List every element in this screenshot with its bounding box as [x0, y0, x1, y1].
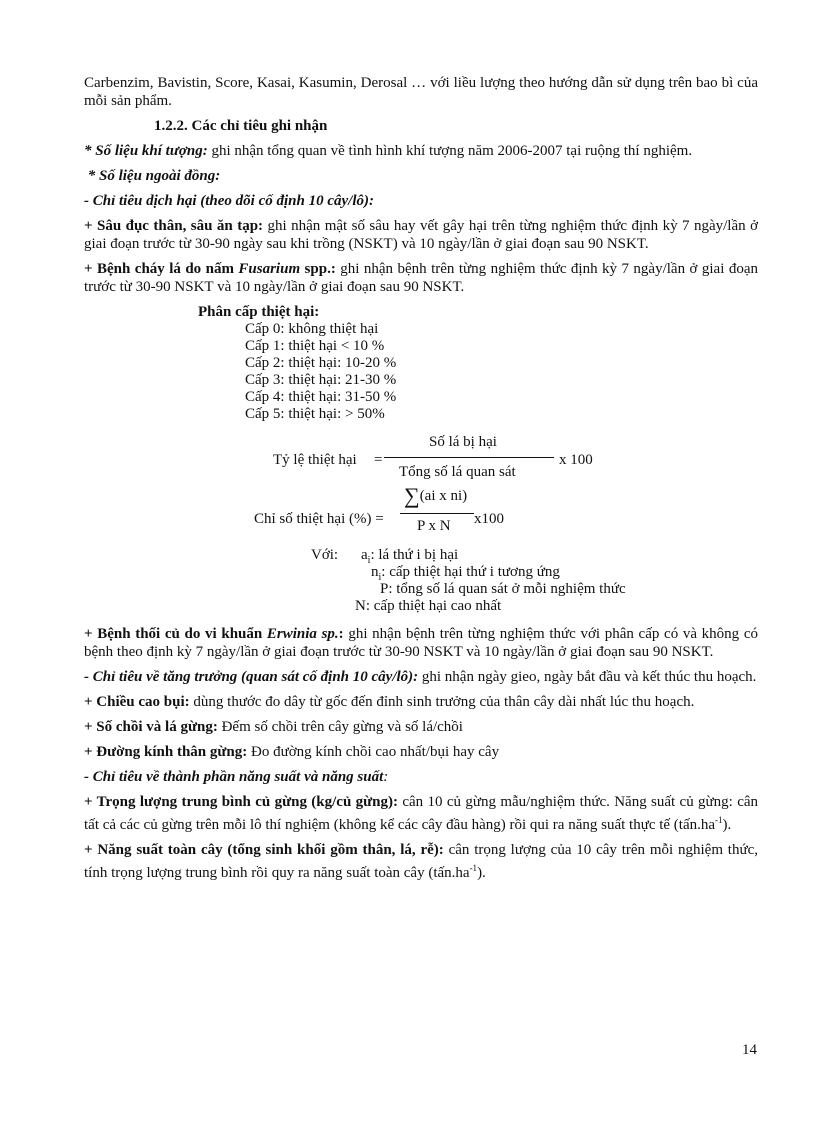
legend-n: N: cấp thiệt hại cao nhất — [355, 598, 502, 614]
para-growth: - Chỉ tiêu về tăng trưởng (quan sát cố định 10 cây/lô): ghi nhận ngày gieo, ngày bắt đầu và kết thúc thu hoạch. — [84, 669, 757, 685]
damage-index-formula — [84, 483, 758, 547]
damage-scale-levels — [245, 321, 758, 423]
para-fusarium: + Bệnh cháy lá do nấm Fusarium spp.: ghi nhận bệnh trên từng nghiệm thức định kỳ 7 ngày/lần ở giai đoạn trước từ 30-90 NSKT và 10 ngày/lần ở giai đoạn sau 90 NSKT. — [84, 261, 758, 295]
page-number: 14 — [742, 1042, 757, 1058]
formula2-denominator: P x N — [417, 518, 451, 534]
formula1-lhs: Tỷ lệ thiệt hại — [273, 452, 357, 468]
formula2-fraction-bar — [400, 513, 474, 514]
damage-rate-formula — [84, 433, 758, 483]
para-height: + Chiều cao bụi: dùng thước đo dây từ gốc đến đỉnh sinh trưởng của thân cây dài nhất lúc thu hoạch. — [84, 694, 695, 710]
yield-heading: - Chỉ tiêu về thành phần năng suất và năng suất: — [84, 769, 389, 785]
para-fungicides: Carbenzim, Bavistin, Score, Kasai, Kasumin, Derosal … với liều lượng theo hướng dẫn sử dụng trên bao bì của mỗi sản phẩm. — [84, 75, 758, 109]
damage-level: Cấp 4: thiệt hại: 31-50 % — [245, 389, 397, 405]
para-shoots: + Số chồi và lá gừng: Đếm số chồi trên cây gừng và số lá/chồi — [84, 719, 463, 735]
para-biomass: + Năng suất toàn cây (tổng sinh khối gồm thân, lá, rễ): cân trọng lượng của 10 cây trên mỗi nghiệm thức, tính trọng lượng trung bình rồi quy ra năng suất toàn cây $(tấn.ha^{-1})$. — [84, 842, 758, 881]
damage-scale-title: Phân cấp thiệt hại: — [198, 304, 320, 320]
sigma-symbol: ∑ — [404, 483, 420, 508]
legend-p: P: tổng số lá quan sát ở mỗi nghiệm thức — [380, 581, 626, 597]
para-borer: + Sâu đục thân, sâu ăn tạp: ghi nhận mật số sâu hay vết gây hại trên từng nghiệm thức định kỳ 7 ngày/lần ở giai đoạn trước từ 30-90 ngày sau khi trồng (NSKT) và 10 ngày/lần ở giai đoạn sau 90 NSKT. — [84, 218, 759, 252]
damage-level: Cấp 3: thiệt hại: 21-30 % — [245, 372, 397, 388]
formula2-numerator: ∑(ai x ni) — [404, 483, 468, 508]
formula1-equals: = — [374, 452, 383, 468]
legend-ni: $n_i$: cấp thiệt hại thứ i tương ứng — [371, 564, 560, 583]
damage-level: Cấp 2: thiệt hại: 10-20 % — [245, 355, 397, 371]
para-rhizome: + Trọng lượng trung bình củ gừng (kg/củ gừng): cân 10 củ gừng mẫu/nghiệm thức. Năng suất củ gừng: cân tất cả các củ gừng trên mỗi lô thí nghiệm (không kể các cây đầu hàng) rồi qui ra năng suất thực tế $(tấn.ha^{-1})$. — [84, 794, 759, 833]
formula1-fraction-bar — [384, 457, 554, 458]
damage-level: Cấp 1: thiệt hại < 10 % — [245, 338, 385, 354]
document-page — [84, 74, 758, 889]
field-data-label: * Số liệu ngoài đồng: — [84, 168, 221, 184]
para-erwinia: + Bệnh thối củ do vi khuẩn Erwinia sp.: ghi nhận bệnh trên từng nghiệm thức với phân cấp có và không có bệnh theo định kỳ 7 ngày/lần ở giai đoạn trước từ 30-90 NSKT và 10 ngày/lần ở giai đoạn sau 90 NSKT. — [84, 626, 758, 660]
legend-ai: $a_i$: lá thứ i bị hại — [361, 547, 459, 566]
formula-legend — [84, 547, 758, 617]
formula2-multiplier: x100 — [474, 511, 504, 527]
pest-heading: - Chỉ tiêu dịch hại (theo dõi cố định 10 cây/lô): — [84, 193, 375, 209]
formula1-multiplier: x 100 — [559, 452, 593, 468]
formula2-lhs: Chỉ số thiệt hại (%) = — [254, 511, 384, 527]
damage-level: Cấp 5: thiệt hại: > 50% — [245, 406, 385, 422]
legend-label: Với: — [311, 547, 339, 563]
para-diameter: + Đường kính thân gừng: Đo đường kính chồi cao nhất/bụi hay cây — [84, 744, 500, 760]
section-heading: 1.2.2. Các chỉ tiêu ghi nhận — [154, 118, 328, 134]
damage-level: Cấp 0: không thiệt hại — [245, 321, 379, 337]
formula1-denominator: Tổng số lá quan sát — [399, 464, 516, 480]
formula1-numerator: Số lá bị hại — [429, 434, 497, 450]
para-weather: * Số liệu khí tượng: ghi nhận tổng quan về tình hình khí tượng năm 2006-2007 tại ruộng thí nghiệm. — [84, 143, 693, 159]
